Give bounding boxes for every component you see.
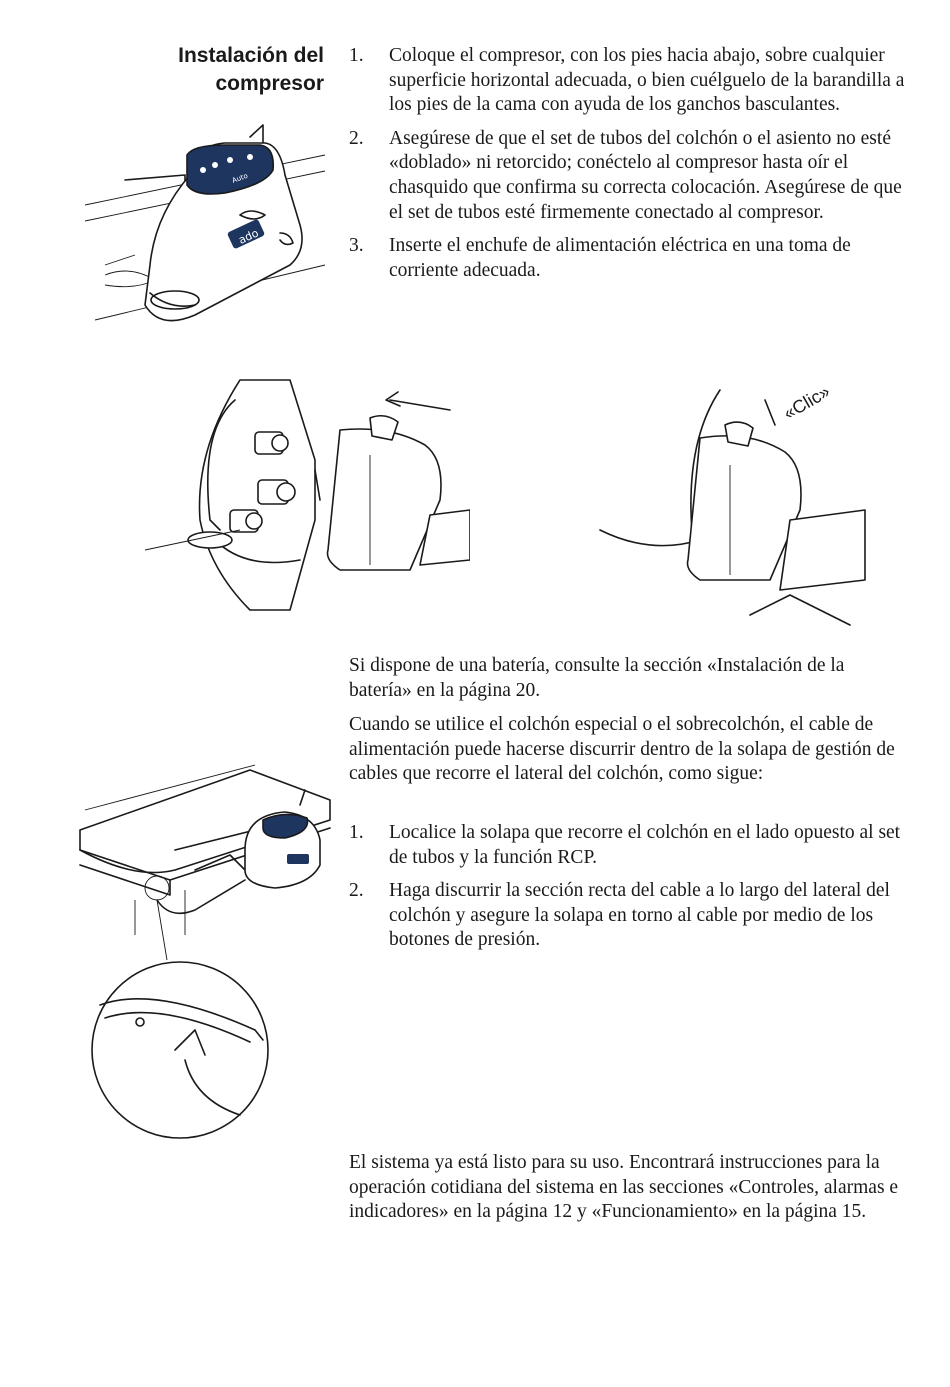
step-number: 3. xyxy=(349,235,364,257)
step-text: Asegúrese de que el set de tubos del colchón o el asiento no esté «doblado» ni retorcido; conéctelo al compresor hasta oír el chasquido que confirma su correcta colocación. Asegúrese de que el set de tubos esté firmemente conectado al compresor. xyxy=(389,127,902,223)
step-text: Localice la solapa que recorre el colchón en el lado opuesto al set de tubos y la función RCP. xyxy=(389,822,901,868)
clic-label: «Clic» xyxy=(780,381,834,424)
cable-steps-list xyxy=(349,821,909,962)
section-heading-line1: Instalación del xyxy=(178,44,324,67)
section-heading xyxy=(90,42,324,98)
step-text: Haga discurrir la sección recta del cable a lo largo del lateral del colchón y asegure la solapa en torno al cable por medio de los botones de presión. xyxy=(389,880,890,951)
step-number: 2. xyxy=(349,127,364,149)
step-number: 1. xyxy=(349,822,364,843)
cable-intro: Cuando se utilice el colchón especial o el sobrecolchón, el cable de alimentación puede hacerse discurrir dentro de la solapa de gestión de cables que recorre el lateral del colchón, como sigue: xyxy=(349,714,895,785)
tube-connection-illustration xyxy=(140,370,470,620)
brand-label: ado xyxy=(236,226,261,247)
list-item xyxy=(349,234,909,283)
closing-paragraph: El sistema ya está listo para su uso. Encontrará instrucciones para la operación cotidiana del sistema en las secciones «Controles, alarmas e indicadores» en la página 12 y «Funcionamiento» en la página 15. xyxy=(349,1152,899,1223)
auto-label: Auto xyxy=(230,171,249,185)
section-heading-line2: compresor xyxy=(215,72,324,95)
list-item xyxy=(349,821,909,870)
tube-clicked-illustration xyxy=(590,380,870,635)
step-number: 2. xyxy=(349,880,364,902)
list-item xyxy=(349,879,909,953)
step-text: Coloque el compresor, con los pies hacia abajo, sobre cualquier superficie horizontal adecuada, o bien cuélguelo de la barandilla a los pies de la cama con ayuda de los ganchos basculantes. xyxy=(389,45,905,116)
cable-flap-illustration xyxy=(75,760,345,1145)
battery-note: Si dispone de una batería, consulte la sección «Instalación de la batería» en la página 20. xyxy=(349,655,845,701)
list-item xyxy=(349,44,909,118)
step-text: Inserte el enchufe de alimentación eléctrica en una toma de corriente adecuada. xyxy=(389,235,851,281)
list-item xyxy=(349,127,909,225)
install-steps-list xyxy=(349,44,909,292)
step-number: 1. xyxy=(349,45,364,66)
compressor-rail-illustration xyxy=(75,115,335,330)
